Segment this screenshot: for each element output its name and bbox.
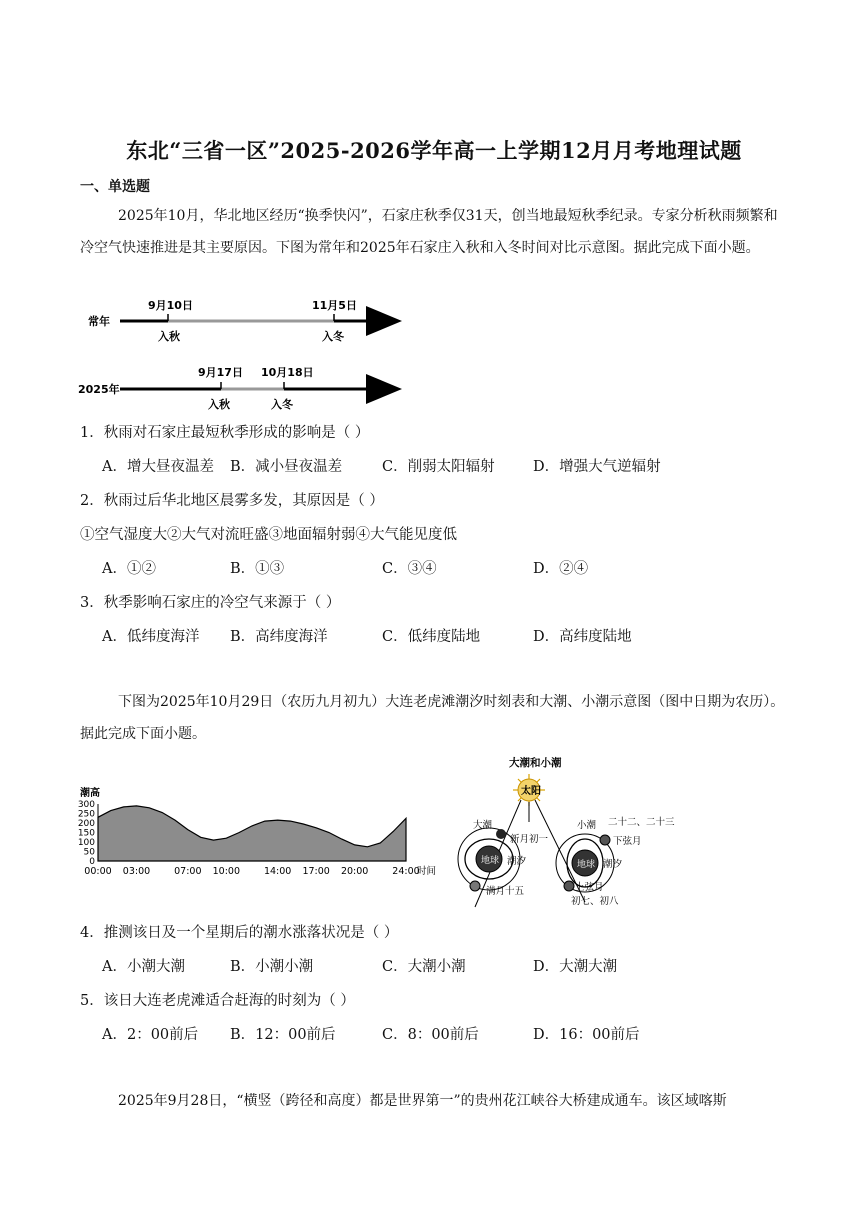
tide-x-ticks [84,866,419,877]
tide-ylabel: 潮高 [80,788,100,799]
row1-event1: 入秋 [158,330,180,343]
sun-label: 太阳 [521,786,541,797]
tide-x-tick-label: 24:00 [392,866,420,877]
full-moon-icon [470,881,480,891]
diagram-title: 大潮和小潮 [509,757,562,769]
question-4-stem: 4．推测该日及一个星期后的潮水涨落状况是（ ） [80,925,399,941]
passage-2: 下图为2025年10月29日（农历九月初九）大连老虎滩潮汐时刻表和大潮、小潮示意图（图中日期为农历）。据此完成下面小题。 [80,694,785,742]
q4-option-c[interactable]: C．大潮小潮 [382,959,466,975]
season-timeline-figure [78,294,408,410]
question-3-stem: 3．秋季影响石家庄的冷空气来源于（ ） [80,595,341,611]
q5-option-d[interactable]: D．16：00前后 [533,1027,640,1043]
tide-xunit: 时间 [417,866,437,877]
neap-dates-2: 初七、初八 [571,896,619,907]
q3-option-b[interactable]: B．高纬度海洋 [230,629,328,645]
q3-option-a[interactable]: A．低纬度海洋 [102,629,200,645]
question-1-stem: 1．秋雨对石家庄最短秋季形成的影响是（ ） [80,425,370,441]
q4-option-d[interactable]: D．大潮大潮 [533,959,618,975]
tide-x-tick-label: 20:00 [340,866,369,877]
spring-tide-label: 潮汐 [507,856,527,867]
earth-label-neap: 地球 [577,860,596,870]
q1-option-d[interactable]: D．增强大气逆辐射 [533,459,661,475]
tide-y-tick-label: 250 [77,809,95,820]
tide-y-tick-label: 0 [89,857,95,867]
q3-option-c[interactable]: C．低纬度陆地 [382,629,481,645]
section-heading: 一、单选题 [80,179,150,195]
row2-event2: 入冬 [271,398,293,410]
tide-y-tick-label: 150 [77,828,95,839]
tide-x-tick-label: 10:00 [212,866,241,877]
question-2-stem: 2．秋雨过后华北地区晨雾多发，其原因是（ ） [80,493,384,509]
first-quarter-moon-icon [564,881,574,891]
q1-option-b[interactable]: B．减小昼夜温差 [230,459,343,475]
row1-date1: 9月10日 [148,299,193,312]
question-5-stem: 5．该日大连老虎滩适合赶海的时刻为（ ） [80,993,355,1009]
row1-label: 常年 [88,315,110,328]
tide-x-tick-label: 07:00 [174,866,202,877]
full-moon-label: 满月十五 [486,886,525,897]
q5-option-a[interactable]: A．2：00前后 [102,1027,199,1043]
q3-option-d[interactable]: D．高纬度陆地 [533,629,632,645]
tide-y-tick-label: 300 [77,800,95,810]
tide-y-tick-label: 50 [83,847,95,858]
row2-label: 2025年 [78,383,120,396]
q1-option-a[interactable]: A．增大昼夜温差 [102,459,214,475]
q5-option-b[interactable]: B．12：00前后 [230,1027,336,1043]
row2-date1: 9月17日 [198,366,243,379]
q5-option-c[interactable]: C．8：00前后 [382,1027,479,1043]
last-quarter-label: 下弦月 [613,836,642,847]
page-title: 东北“三省一区”2025-2026学年高一上学期12月月考地理试题 [126,138,742,163]
first-quarter-label: 上弦月 [575,882,604,893]
q2-option-a[interactable]: A．①② [102,561,156,577]
spring-label: 大潮 [473,820,493,831]
q1-option-c[interactable]: C．削弱太阳辐射 [382,459,495,475]
tide-area-series [98,806,406,861]
tide-x-tick-label: 00:00 [84,866,112,877]
earth-label-spring: 地球 [481,856,500,866]
q2-option-c[interactable]: C．③④ [382,561,437,577]
neap-tide-label: 潮汐 [603,859,623,870]
tide-y-ticks [78,800,95,867]
tide-x-tick-label: 17:00 [302,866,330,877]
new-moon-icon [496,829,506,839]
neap-dates-1: 二十二、二十三 [608,817,675,828]
tide-chart [76,784,446,884]
passage-3: 2025年9月28日，“横竖（跨径和高度）都是世界第一”的贵州花江峡谷大桥建成通车。该区域喀斯 [118,1093,727,1109]
neap-label: 小潮 [577,820,597,831]
q2-option-b[interactable]: B．①③ [230,561,285,577]
q4-option-a[interactable]: A．小潮大潮 [102,959,185,975]
row2-date2: 10月18日 [261,366,314,379]
tide-y-tick-label: 100 [77,838,95,848]
tide-y-tick-label: 200 [77,819,95,829]
question-2-items: ①空气湿度大②大气对流旺盛③地面辐射弱④大气能见度低 [80,527,457,543]
spring-neap-diagram [455,752,695,912]
q4-option-b[interactable]: B．小潮小潮 [230,959,314,975]
last-quarter-moon-icon [600,835,610,845]
row1-event2: 入冬 [322,330,344,343]
q2-option-d[interactable]: D．②④ [533,561,589,577]
tide-x-tick-label: 14:00 [263,866,292,877]
row2-event1: 入秋 [208,398,230,410]
row1-date2: 11月5日 [312,299,357,312]
new-moon-label: 新月初一 [510,834,549,845]
passage-1: 2025年10月，华北地区经历“换季快闪”，石家庄秋季仅31天，创当地最短秋季纪录。专家分析秋雨频繁和冷空气快速推进是其主要原因。下图为常年和2025年石家庄入秋和入冬时间对比示意图。据此完成下面小题。 [80,208,778,256]
tide-x-tick-label: 03:00 [122,866,151,877]
